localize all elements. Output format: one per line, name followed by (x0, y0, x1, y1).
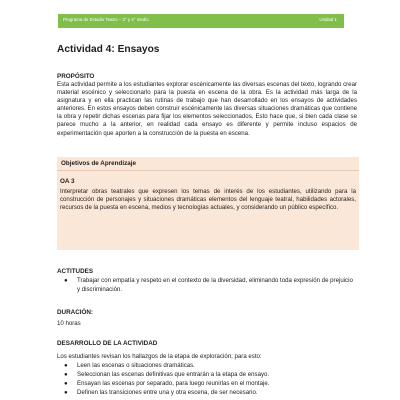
objectives-box (57, 157, 359, 250)
purpose-text: Esta actividad permite a los estudiantes explorar escénicamente las diversas escenas del texto, logrando crear material escénico y seleccionarlo para la puesta en escena de la obra. Es la actividad más larga de la asignatura y en ella practican las rutinas de trabajo que han desarrollado en los ensayos de actividades anteriores. En estos ensayos deben construir escénicamente las diversas situaciones dramáticas que contiene la obra y repetir dichas escenas para fijar los elementos seleccionados. Esto hace que, si bien cada clase se parece mucho a la anterior, en realidad cada ensayo es diferente y permite incluso espacios de experimentación que aporten a la construcción de la puesta en escena. (57, 81, 357, 137)
development-item-text: Ensayan las escenas por separado, para luego reunirlas en el montaje. (77, 379, 270, 387)
unit-label: Unidad 1 (319, 17, 337, 22)
program-title: Programa de Estudio Teatro – 3° y 4° medio (63, 17, 149, 22)
objectives-heading: Objetivos de Aprendizaje (61, 160, 136, 167)
development-intro: Los estudiantes revisan los hallazgos de la etapa de exploración; para esto: (57, 353, 262, 360)
attitude-text: Trabajar con empatía y respeto en el contexto de la diversidad, eliminando toda expresión de prejuicio y discriminación. (77, 277, 353, 293)
attitudes-list (57, 277, 357, 295)
header-bar (58, 14, 344, 28)
duration-heading: DURACIÓN: (57, 309, 94, 316)
attitude-item (57, 277, 357, 295)
duration-value: 10 horas (57, 320, 81, 327)
development-item (57, 371, 357, 380)
development-item (57, 389, 357, 398)
bullet-icon: ● (64, 277, 68, 284)
attitudes-heading: ACTITUDES (57, 268, 94, 275)
development-list (57, 362, 357, 398)
bullet-icon: ● (64, 362, 68, 369)
bullet-icon: ● (64, 370, 68, 378)
objective-text: Interpretar obras teatrales que expresen los temas de interés de los estudiantes, utilizando para la construcción de personajes y situaciones dramáticas elementos del lenguaje teatral, habilidades actorales, recursos de la puesta en escena, medios y tecnologías actuales, y considerando un público específico. (60, 188, 356, 212)
development-heading: DESARROLLO DE LA ACTIVIDAD (57, 340, 158, 347)
objectives-divider (57, 170, 359, 171)
bullet-icon: ● (64, 379, 68, 387)
development-item-text: Leen las escenas o situaciones dramáticas. (77, 362, 195, 369)
bullet-icon: ● (64, 388, 68, 396)
objective-code: OA 3 (60, 178, 75, 185)
development-item (57, 380, 357, 389)
development-item (57, 362, 357, 371)
development-item-text: Definen las transiciones entre una y otra escena, de ser necesario. (77, 388, 258, 396)
activity-title: Actividad 4: Ensayos (57, 44, 160, 55)
development-item-text: Seleccionan las escenas definitivas que entrarán a la etapa de ensayo. (77, 370, 270, 378)
purpose-heading: PROPÓSITO (57, 73, 95, 80)
